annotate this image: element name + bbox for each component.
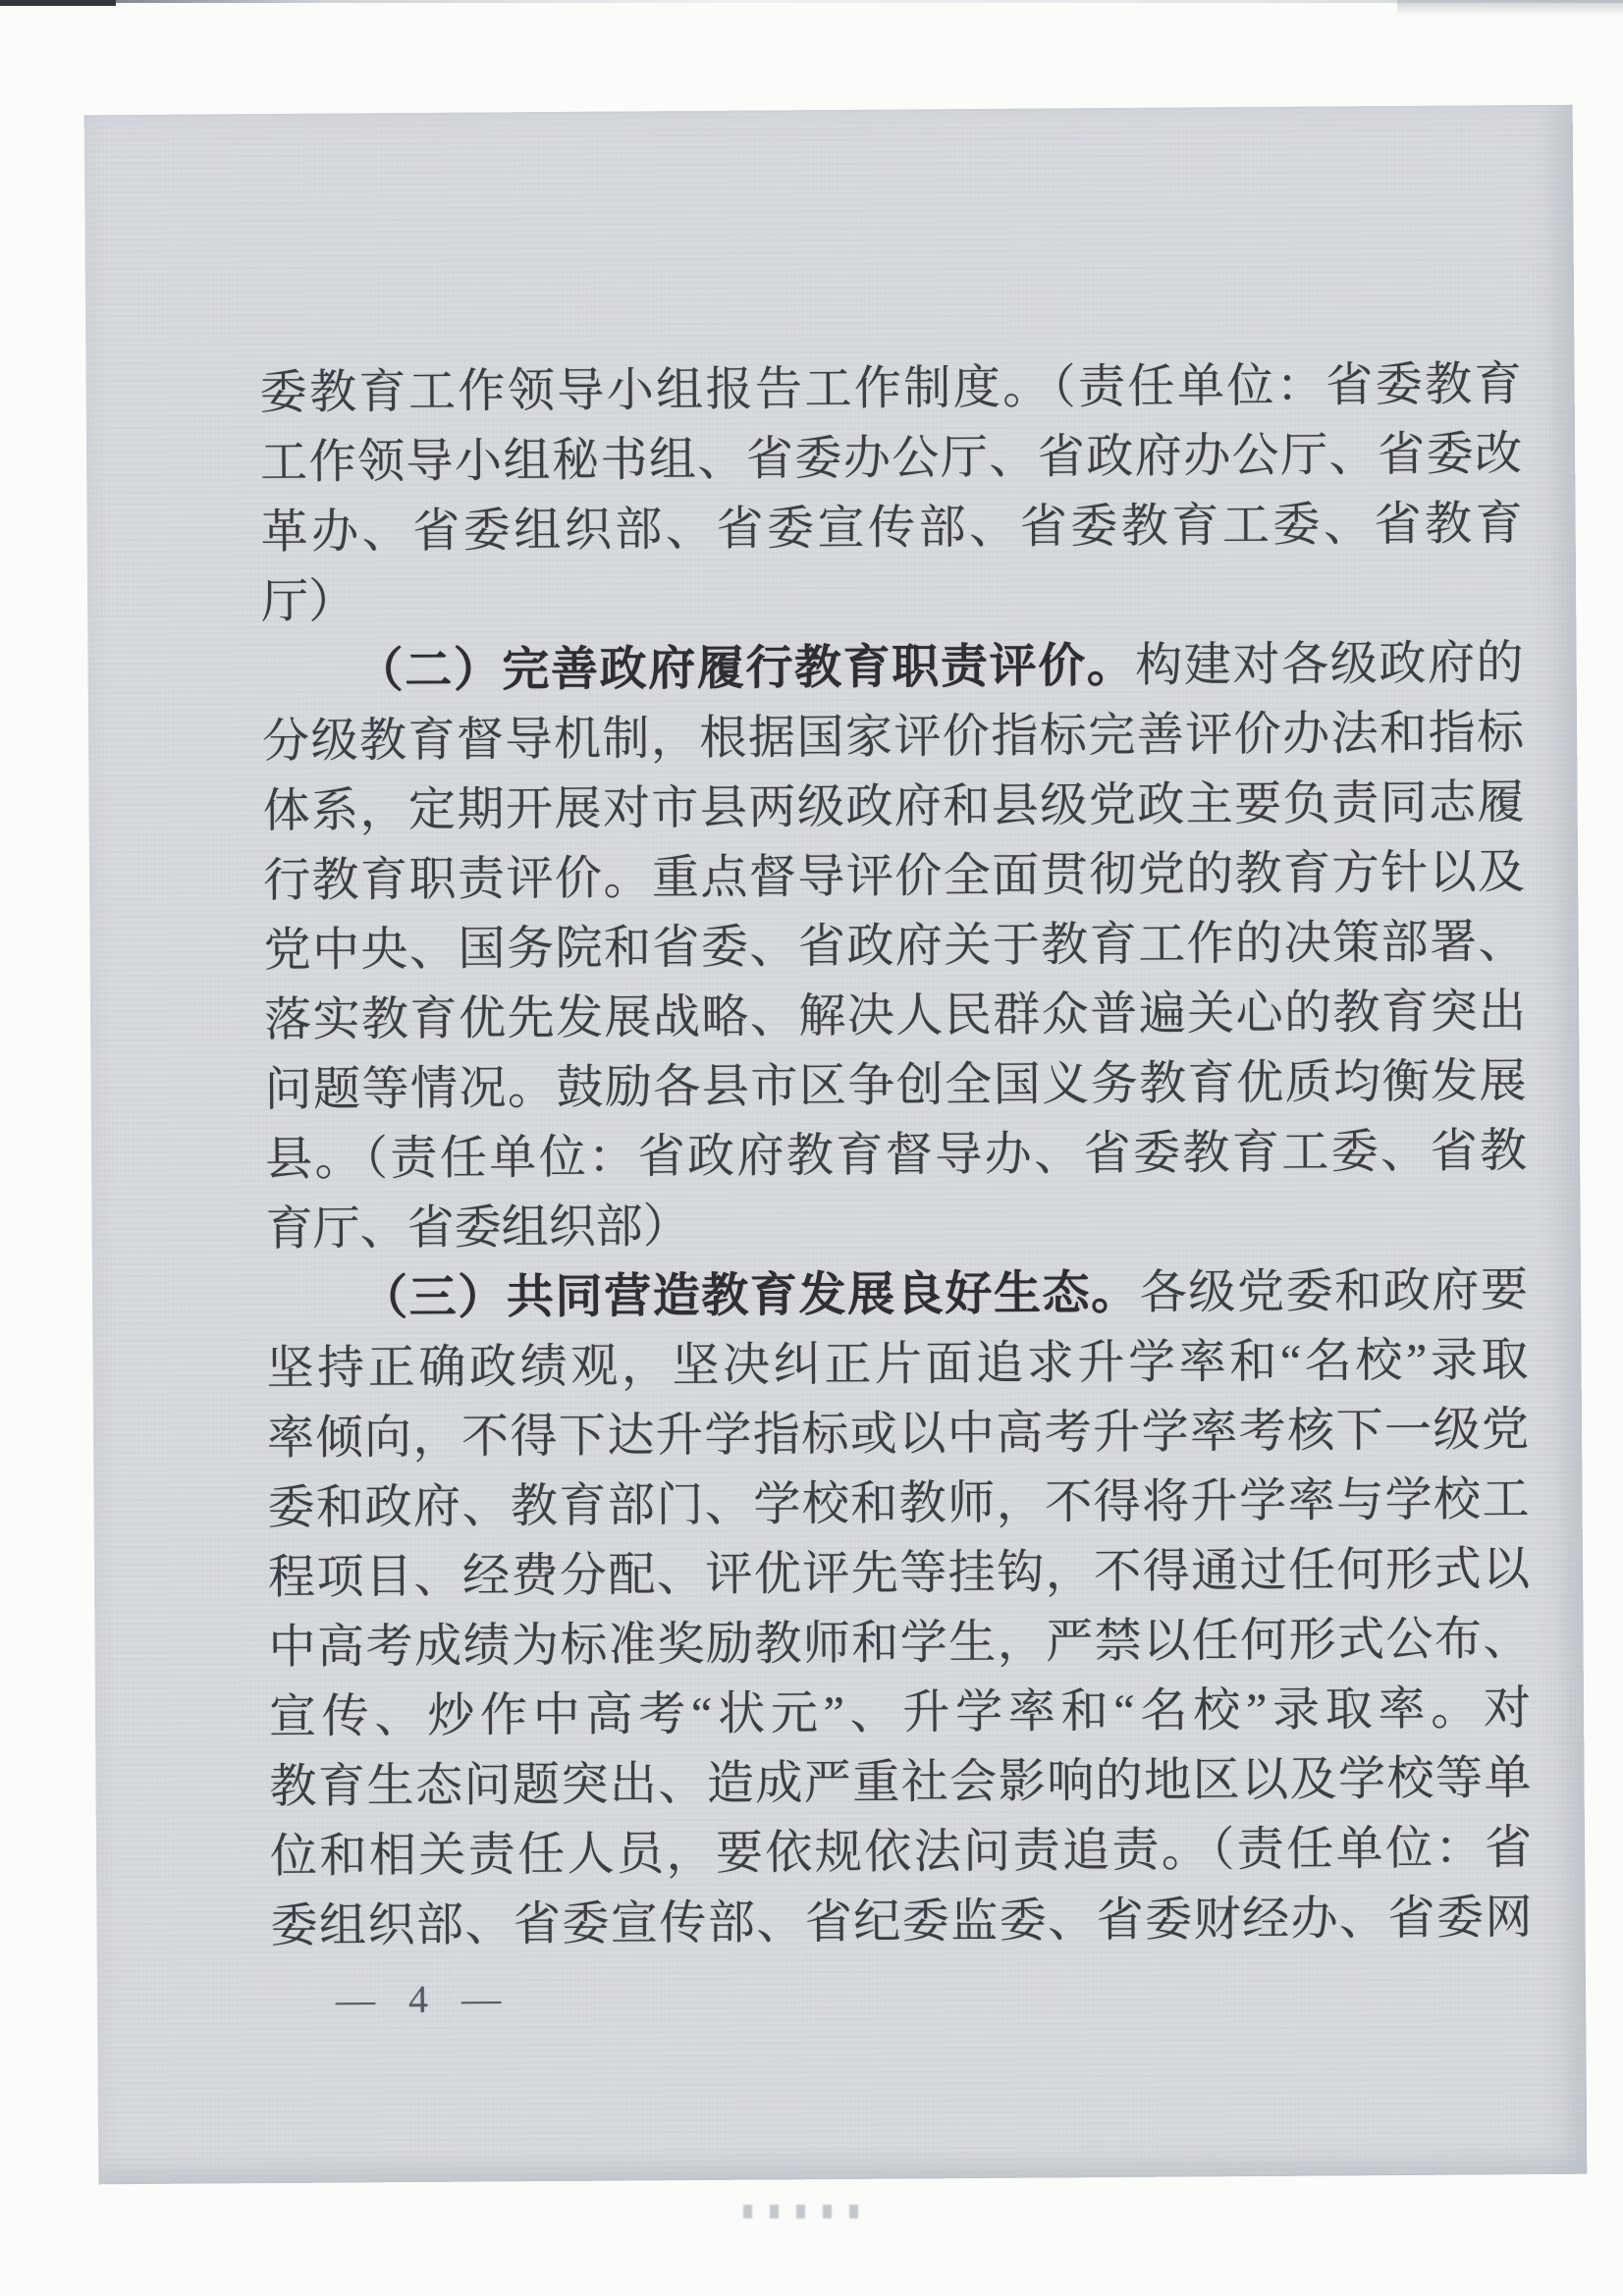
text-line-6: 分级教育督导机制，根据国家评价指标完善评价办法和指标 — [261, 707, 1525, 769]
text-line-7: 体系，定期开展对市县两级政府和县级党政主要负责同志履 — [262, 776, 1525, 838]
scanned-page — [84, 105, 1588, 2185]
section-2-heading: （二）完善政府履行教育职责评价。 — [355, 639, 1136, 698]
document-text — [259, 349, 1532, 1961]
text-line-23: 委组织部、省委宣传部、省纪委监委、省委财经办、省委网 — [270, 1892, 1533, 1953]
faint-mark — [770, 2205, 779, 2218]
faint-mark — [796, 2205, 805, 2218]
faint-mark — [743, 2205, 752, 2218]
section-3-body-start: 各级党委和政府要 — [1139, 1264, 1529, 1319]
text-line-8: 行教育职责评价。重点督导评价全面贯彻党的教育方针以及 — [262, 846, 1526, 908]
faint-mark — [823, 2205, 832, 2218]
text-line-3: 革办、省委组织部、省委宣传部、省委教育工委、省教育 — [260, 498, 1523, 560]
faint-print-marks — [743, 2205, 858, 2218]
section-2-body-start: 构建对各级政府的 — [1135, 637, 1524, 692]
page-number: — 4 — — [335, 1976, 514, 2022]
text-line-21: 教育生态问题突出、造成严重社会影响的地区以及学校等单 — [269, 1752, 1532, 1814]
text-line-19: 中高考成绩为标准奖励教师和学生，严禁以任何形式公布、 — [268, 1613, 1531, 1675]
text-line-22: 位和相关责任人员，要依规依法问责追责。（责任单位：省 — [269, 1822, 1533, 1884]
text-line-14-section-3-heading — [266, 1255, 1528, 1334]
text-line-2: 工作领导小组秘书组、省委办公厅、省政府办公厅、省委改 — [259, 428, 1523, 490]
scan-edge-artifact — [0, 0, 116, 6]
faint-mark — [849, 2205, 858, 2218]
text-line-10: 落实教育优先发展战略、解决人民群众普遍关心的教育突出 — [263, 986, 1527, 1047]
text-line-1: 委教育工作领导小组报告工作制度。（责任单位：省委教育 — [259, 358, 1522, 420]
text-line-20: 宣传、炒作中高考“状元”、升学率和“名校”录取率。对 — [268, 1682, 1532, 1744]
text-line-17: 委和政府、教育部门、学校和教师，不得将升学率与学校工 — [267, 1473, 1530, 1535]
text-line-15: 坚持正确政绩观，坚决纠正片面追求升学率和“名校”录取 — [266, 1334, 1529, 1396]
scan-corner-streak — [1397, 0, 1623, 16]
section-3-heading: （三）共同营造教育发展良好生态。 — [359, 1266, 1140, 1325]
text-line-5-section-2-heading — [261, 628, 1523, 707]
text-line-12: 县。（责任单位：省政府教育督导办、省委教育工委、省教 — [264, 1125, 1528, 1187]
scan-top-edge-line — [0, 0, 1623, 3]
text-line-9: 党中央、国务院和省委、省政府关于教育工作的决策部署、 — [263, 916, 1526, 978]
text-line-13: 育厅、省委组织部） — [265, 1201, 690, 1256]
text-line-18: 程项目、经费分配、评优评先等挂钩，不得通过任何形式以 — [267, 1543, 1531, 1605]
text-line-11: 问题等情况。鼓励各县市区争创全国义务教育优质均衡发展 — [264, 1055, 1527, 1117]
text-line-16: 率倾向，不得下达升学指标或以中高考升学率考核下一级党 — [266, 1404, 1530, 1466]
text-line-4: 厅） — [260, 575, 356, 629]
